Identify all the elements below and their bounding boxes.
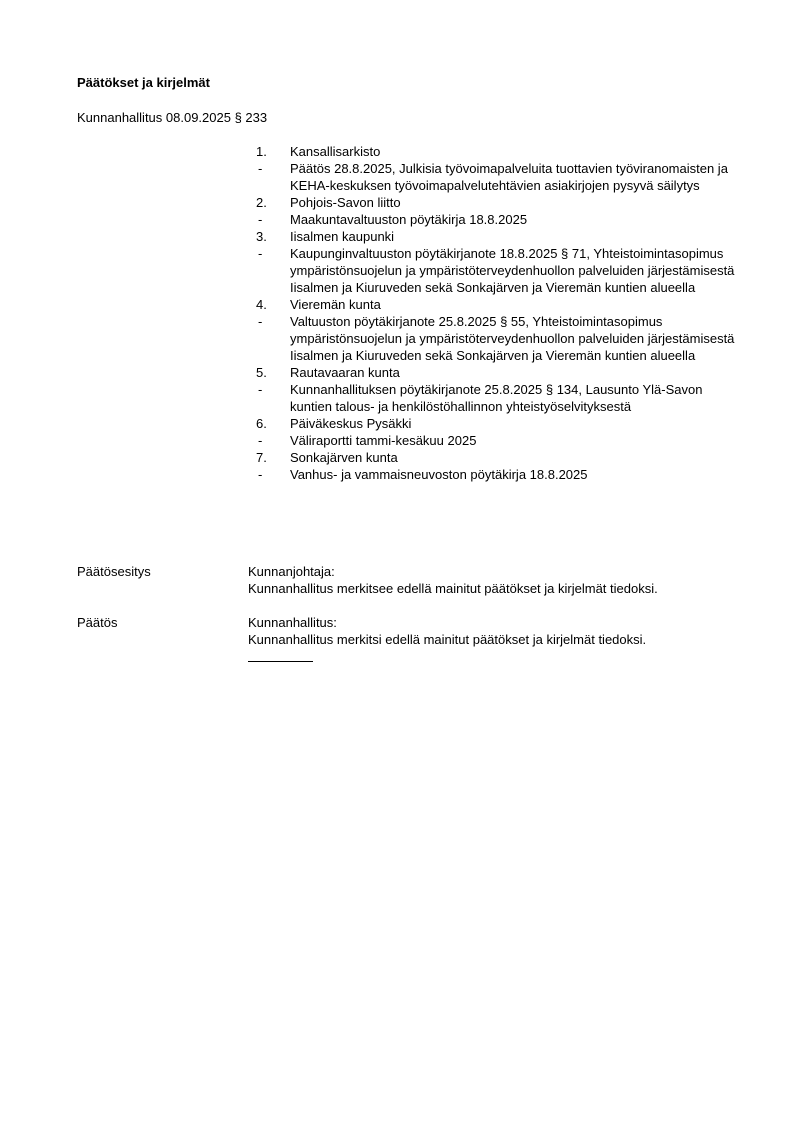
list-item-dash: - (258, 246, 263, 261)
list-item (256, 228, 736, 245)
list-item-text: Rautavaaran kunta (290, 365, 400, 380)
proposal-text: Kunnanhallitus merkitsee edellä mainitut päätökset ja kirjelmät tiedoksi. (248, 581, 658, 596)
list-item-number: 1. (256, 144, 267, 159)
meeting-reference: Kunnanhallitus 08.09.2025 § 233 (77, 110, 268, 125)
list-item-text: Vieremän kunta (290, 297, 381, 312)
end-rule (248, 661, 313, 662)
list-item-text: Valtuuston pöytäkirjanote 25.8.2025 § 55, Yhteistoimintasopimus ympäristönsuojelun ja ympäristöterveydenhuollon palveluiden järjestämisestä Iisalmen ja Kiuruveden sekä Sonkajärven ja Vieremän kuntien alueella (290, 314, 735, 363)
list-item (256, 194, 736, 211)
decision-body (248, 614, 728, 648)
list-item-text: Vanhus- ja vammaisneuvoston pöytäkirja 18.8.2025 (290, 467, 588, 482)
list-item (256, 432, 736, 449)
list-item-text: Kansallisarkisto (290, 144, 381, 159)
decisions-list (256, 143, 736, 483)
list-item-text: Kaupunginvaltuuston pöytäkirjanote 18.8.2025 § 71, Yhteistoimintasopimus ympäristönsuojelun ja ympäristöterveydenhuollon palveluiden järjestämisestä Iisalmen ja Kiuruveden sekä Sonkajärven ja Vieremän kuntien alueella (290, 246, 735, 295)
list-item (256, 296, 736, 313)
list-item-text: Väliraportti tammi-kesäkuu 2025 (290, 433, 477, 448)
list-item-dash: - (258, 161, 263, 176)
list-item-number: 6. (256, 416, 267, 431)
list-item-number: 4. (256, 297, 267, 312)
proposal-speaker: Kunnanjohtaja: (248, 564, 335, 579)
list-item-number: 3. (256, 229, 267, 244)
list-item-text: Päiväkeskus Pysäkki (290, 416, 412, 431)
proposal-body (248, 563, 728, 597)
list-item (256, 245, 736, 296)
list-item-text: Maakuntavaltuuston pöytäkirja 18.8.2025 (290, 212, 528, 227)
decision-label: Päätös (77, 615, 118, 630)
proposal-label: Päätösesitys (77, 564, 151, 579)
decision-text: Kunnanhallitus merkitsi edellä mainitut päätökset ja kirjelmät tiedoksi. (248, 632, 647, 647)
list-item-text: Iisalmen kaupunki (290, 229, 395, 244)
list-item-text: Kunnanhallituksen pöytäkirjanote 25.8.2025 § 134, Lausunto Ylä-Savon kuntien talous- ja henkilöstöhallinnon yhteistyöselvityksestä (290, 382, 703, 414)
list-item-text: Pohjois-Savon liitto (290, 195, 401, 210)
list-item-text: Sonkajärven kunta (290, 450, 398, 465)
list-item-text: Päätös 28.8.2025, Julkisia työvoimapalveluita tuottavien työviranomaisten ja KEHA-keskuksen työvoimapalvelutehtävien asiakirjojen pysyvä säilytys (290, 161, 728, 193)
list-item (256, 143, 736, 160)
list-item-dash: - (258, 382, 263, 397)
list-item (256, 449, 736, 466)
list-item (256, 364, 736, 381)
list-item (256, 466, 736, 483)
list-item (256, 211, 736, 228)
list-item (256, 313, 736, 364)
list-item (256, 381, 736, 415)
list-item-number: 5. (256, 365, 267, 380)
list-item (256, 415, 736, 432)
list-item-dash: - (258, 433, 263, 448)
document-title: Päätökset ja kirjelmät (77, 75, 210, 90)
decision-speaker: Kunnanhallitus: (248, 615, 337, 630)
list-item-dash: - (258, 212, 263, 227)
list-item-dash: - (258, 467, 263, 482)
list-item-number: 7. (256, 450, 267, 465)
list-item-number: 2. (256, 195, 267, 210)
list-item-dash: - (258, 314, 263, 329)
list-item (256, 160, 736, 194)
